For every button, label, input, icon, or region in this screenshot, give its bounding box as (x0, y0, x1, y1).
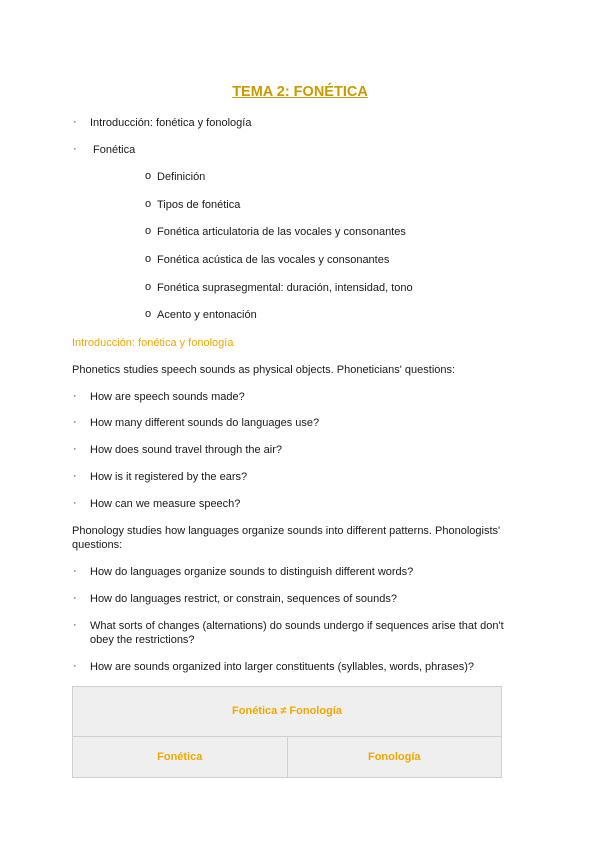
outline-subitem: Fonética articulatoria de las vocales y consonantes (157, 226, 406, 238)
phonology-question: How are sounds organized into larger constituents (syllables, words, phrases)? (90, 661, 474, 673)
outline-item: Introducción: fonética y fonología (90, 117, 252, 129)
page-title: TEMA 2: FONÉTICA (232, 84, 368, 100)
phonology-question: What sorts of changes (alternations) do sounds undergo if sequences arise that don't obey the restrictions? (90, 620, 504, 646)
section-heading: Introducción: fonética y fonología (72, 337, 234, 349)
bullet-dot: · (73, 470, 77, 482)
bullet-dot: · (73, 116, 77, 128)
bullet-dot: · (73, 443, 77, 455)
phonetics-question: How many different sounds do languages use? (90, 417, 320, 429)
phonetics-question: How are speech sounds made? (90, 391, 245, 403)
phonetics-intro: Phonetics studies speech sounds as physical objects. Phoneticians' questions: (72, 364, 456, 376)
table-header-row (73, 687, 502, 737)
outline-subitem: Acento y entonación (157, 309, 257, 321)
sub-marker: o (145, 198, 152, 210)
sub-marker: o (145, 253, 152, 265)
table-header-cell: Fonética ≠ Fonología (73, 687, 502, 737)
bullet-dot: · (73, 565, 77, 577)
outline-subitem: Fonética acústica de las vocales y consonantes (157, 254, 390, 266)
phonetics-question: How can we measure speech? (90, 498, 241, 510)
phonology-question: How do languages restrict, or constrain, sequences of sounds? (90, 593, 397, 605)
bullet-dot: · (73, 619, 77, 631)
phonetics-question: How does sound travel through the air? (90, 444, 283, 456)
sub-marker: o (145, 225, 152, 237)
sub-marker: o (145, 170, 152, 182)
bullet-dot: · (73, 592, 77, 604)
sub-marker: o (145, 281, 152, 293)
bullet-dot: · (73, 143, 77, 155)
phonology-intro: Phonology studies how languages organize sounds into different patterns. Phonologists' questions: (72, 525, 501, 551)
outline-subitem: Definición (157, 171, 206, 183)
bullet-dot: · (73, 660, 77, 672)
bullet-dot: · (73, 416, 77, 428)
outline-subitem: Fonética suprasegmental: duración, intensidad, tono (157, 282, 413, 294)
table-cell-fonetica: Fonética (73, 737, 288, 778)
sub-marker: o (145, 308, 152, 320)
table-row (73, 737, 502, 778)
outline-subitem: Tipos de fonética (157, 199, 241, 211)
comparison-table (72, 686, 502, 778)
phonology-question: How do languages organize sounds to distinguish different words? (90, 566, 414, 578)
outline-item: Fonética (93, 144, 136, 156)
bullet-dot: · (73, 497, 77, 509)
bullet-dot: · (73, 390, 77, 402)
table-cell-fonologia: Fonología (287, 737, 502, 778)
phonetics-question: How is it registered by the ears? (90, 471, 248, 483)
